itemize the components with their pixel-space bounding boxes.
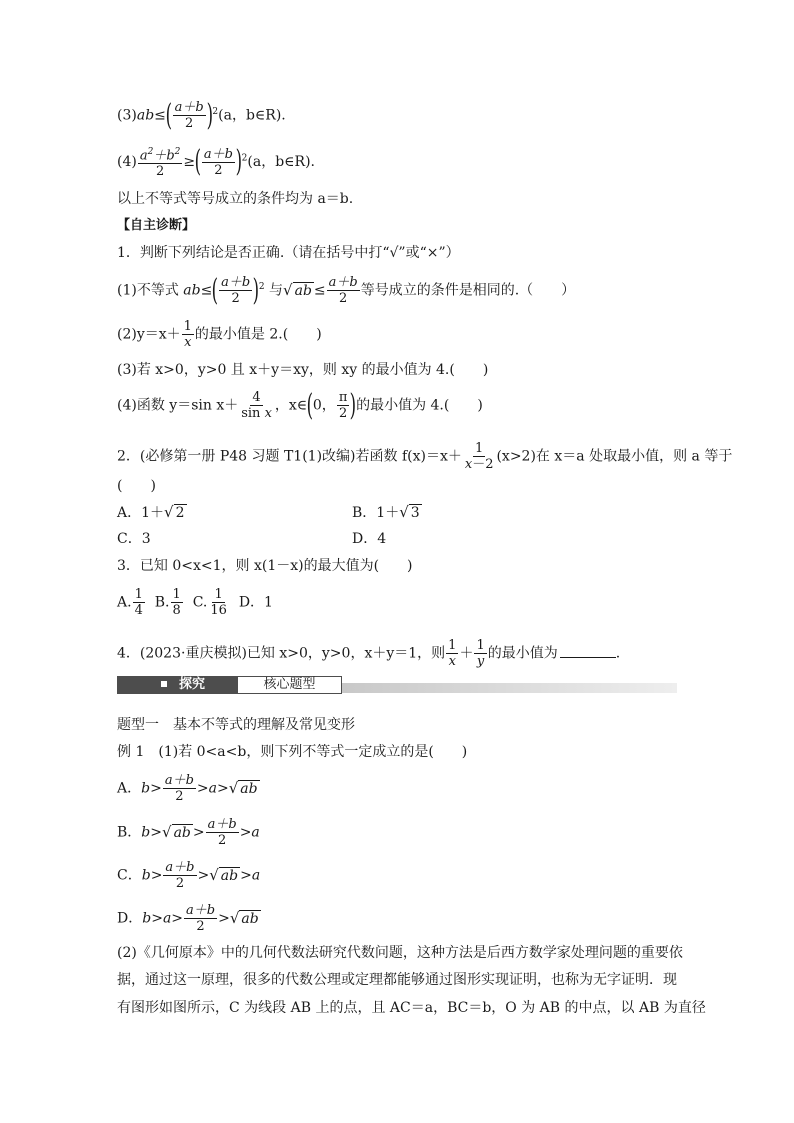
q3-stem: 3．已知 0<x<1，则 x(1－x)的最大值为( ) (117, 558, 413, 574)
example1-option-a: A．b> $\frac{a+b}{2}$ >a>√ ab (117, 773, 258, 804)
q1-item-4: (4)函数 y＝sin x＋ $\frac{4}{\text{sin x}}$ ，x∈(0， $\frac{\pi}{2}$ )的最小值为 4.( ) (117, 387, 483, 423)
banner-explore: 探究 (117, 676, 237, 694)
q2-paren: ( ) (117, 478, 156, 494)
banner-core-types: 核心题型 (237, 676, 342, 694)
q4-stem: 4．(2023·重庆模拟)已知 x>0，y>0，x＋y＝1，则 $\frac{1}{x}$ ＋ $\frac{1}{y}$ 的最小值为 . (117, 638, 621, 669)
example1-option-c: C．b> $\frac{a+b}{2}$ >√ ab >a (117, 860, 261, 891)
q1-item-3: (3)若 x>0，y>0 且 x＋y＝xy，则 xy 的最小值为 4.( ) (117, 362, 489, 378)
equality-note: 以上不等式等号成立的条件均为 a＝b. (117, 191, 354, 207)
q1-stem: 1．判断下列结论是否正确.（请在括号中打“√”或“×”） (117, 245, 460, 261)
answer-blank (560, 657, 616, 658)
example1-stem: 例 1 (1)若 0<a<b，则下列不等式一定成立的是( ) (117, 744, 468, 760)
q2-option-d: D．4 (352, 531, 387, 547)
q2-option-a: A．1＋√ 2 (117, 503, 185, 521)
q2-stem: 2．(必修第一册 P48 习题 T1(1)改编)若函数 f(x)＝x＋ $\frac{1}{x-2}$ (x>2)在 x＝a 处取最小值，则 a 等于 (117, 441, 733, 472)
banner-rule (342, 683, 677, 693)
formula-4: (4) $\frac{a^2+b^2}{2}$ ≥( $\frac{a+b}{2}$ )$^2$(a，b∈R). (117, 144, 315, 180)
example1-part2-line3: 有图形如图所示，C 为线段 AB 上的点，且 AC＝a，BC＝b，O 为 AB 的中点，以 AB 为直径 (117, 1000, 706, 1016)
example1-part2-line2: 据，通过这一原理，很多的代数公理或定理都能够通过图形实现证明，也称为无字证明．现 (117, 972, 677, 988)
example1-option-b: B．b>√ ab > $\frac{a+b}{2}$ >a (117, 817, 260, 848)
q3-options: A. $\frac{1}{4}$ B. $\frac{1}{8}$ C. $\frac{1}{16}$ D．1 (117, 587, 273, 618)
type1-title: 题型一 基本不等式的理解及常见变形 (117, 717, 355, 733)
q2-option-c: C．3 (117, 531, 151, 547)
q1-item-1: (1)不等式 ab≤( $\frac{a+b}{2}$ )$^2$ 与√ ab ≤ $\frac{a+b}{2}$ 等号成立的条件是相同的.（ ） (117, 272, 576, 308)
section-banner (117, 676, 677, 694)
example1-option-d: D．b>a> $\frac{a+b}{2}$ >√ ab (117, 903, 259, 934)
example1-part2-line1: (2)《几何原本》中的几何代数法研究代数问题，这种方法是后西方数学家处理问题的重要依 (117, 945, 683, 961)
square-bullet-icon (161, 681, 167, 687)
section-heading-diagnosis: 【自主诊断】 (117, 218, 196, 233)
q2-option-b: B．1＋√ 3 (352, 503, 420, 521)
q1-item-2: (2)y＝x＋ $\frac{1}{x}$ 的最小值是 2.( ) (117, 319, 322, 350)
formula-3: (3)ab≤( $\frac{a+b}{2}$ )$^2$(a，b∈R). (117, 97, 286, 133)
